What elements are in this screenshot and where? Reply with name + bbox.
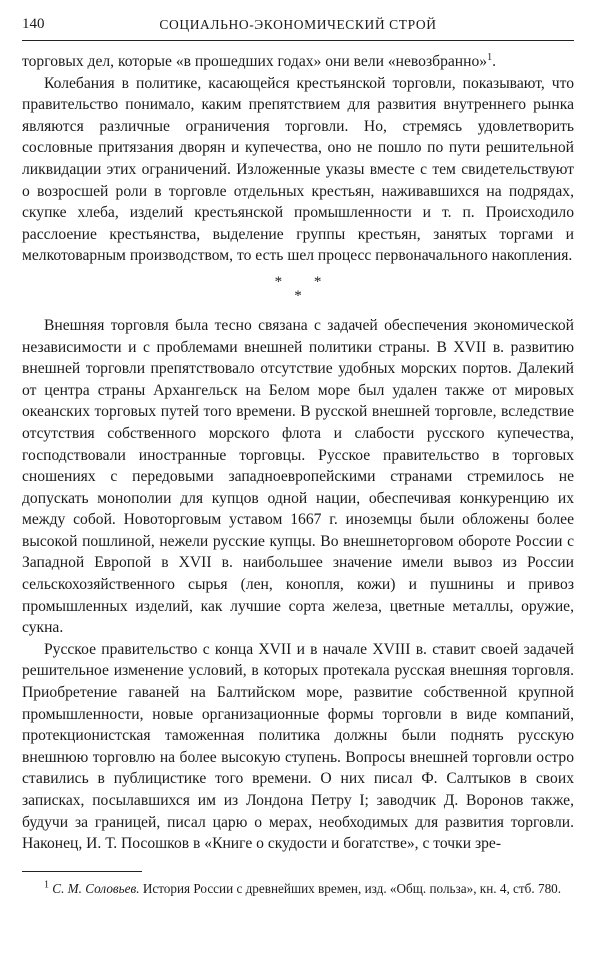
header-rule bbox=[22, 40, 574, 41]
page-header bbox=[22, 14, 574, 36]
paragraph-continued: торговых дел, которые «в прошедших годах» они вели «невозбранно»$^1$. bbox=[22, 51, 496, 70]
footnote-rule bbox=[22, 871, 142, 872]
asterism-top: * * bbox=[274, 273, 336, 290]
paragraph: Колебания в политике, касающейся крестьянской торговли, показывают, что правительство понимало, каким препятствием для развития внутреннего рынка являются различные ограничения торговли. Но, стремясь удовлетворить сословные притязания дворян и купечества, оно не пошло по пути решительной ликвидации этих ограничений. Изложенные указы вместе с тем свидетельствуют о возросшей роли в торговле отдельных крестьян, наживавшихся на подрядах, скупке хлеба, изделий крестьянской промышленности и т. п. Происходило расслоение крестьянства, выделение группы крестьян, занятых торгами и мелкотоварным производством, то есть шел процесс первоначального накопления. bbox=[22, 74, 574, 265]
running-title: СОЦИАЛЬНО-ЭКОНОМИЧЕСКИЙ СТРОЙ bbox=[159, 17, 437, 32]
footnote-reference: 1 bbox=[487, 51, 493, 63]
asterism-bottom: * bbox=[294, 287, 302, 304]
footnote bbox=[22, 880, 574, 898]
paragraph: Внешняя торговля была тесно связана с задачей обеспечения экономической независимости и с проблемами внешней политики страны. В XVII в. развитию внешней торговли препятствовало отсутствие удобных морских портов. Далекий от центра страны Архангельск на Белом море был удален также от мировых океанских торговых путей того времени. В русской внешней торговле, вследствие отсутствия собственного морского флота и слабости русского купечества, господствовали иностранные торговцы. Русское правительство в торговых сношениях с передовыми западноевропейскими странами стремилось не допускать монополии для купцов одной нации, обеспечивая конкуренцию их между собой. Новоторговым уставом 1667 г. иноземцы были обложены более высокой пошлиной, нежели русские купцы. Во внешнеторговом обороте России с Западной Европой в XVII в. наибольшее значение имели вывоз из России сельскохозяйственного сырья (лен, конопля, кожи) и пушнины и привоз промышленных изделий, как лучшие сорта железа, цветные металлы, оружие, сукна. bbox=[22, 316, 574, 637]
section-asterism bbox=[22, 275, 574, 309]
page-number: 140 bbox=[22, 16, 45, 32]
document-page bbox=[22, 14, 574, 898]
paragraph: Русское правительство с конца XVII и в начале XVIII в. ставит своей задачей решительное изменение условий, в которых протекала русская внешняя торговля. Приобретение гаваней на Балтийском море, развитие собственной крупной промышленности, новые организационные формы торговли в виде компаний, протекционистская таможенная политика должны были поднять русскую внешнюю торговлю на более высокую ступень. Вопросы внешней торговли остро ставились в публицистике того времени. О них писал Ф. Салтыков в своих записках, посылавшихся им из Лондона Петру I; заводчик Д. Воронов также, будучи за границей, писал царю о мерах, необходимых для развития торговли. Наконец, И. Т. Посошков в «Книге о скудости и богатстве», с точки зре- bbox=[22, 640, 574, 853]
footnote-marker: 1 bbox=[44, 879, 49, 891]
paragraph-text: торговых дел, которые «в прошедших годах» они вели «невозбранно» bbox=[22, 53, 488, 70]
body-text bbox=[22, 51, 574, 855]
footnote-author: С. М. Соловьев. bbox=[52, 880, 140, 896]
footnote-text: История России с древнейших времен, изд. «Общ. польза», кн. 4, стб. 780. bbox=[142, 880, 562, 896]
